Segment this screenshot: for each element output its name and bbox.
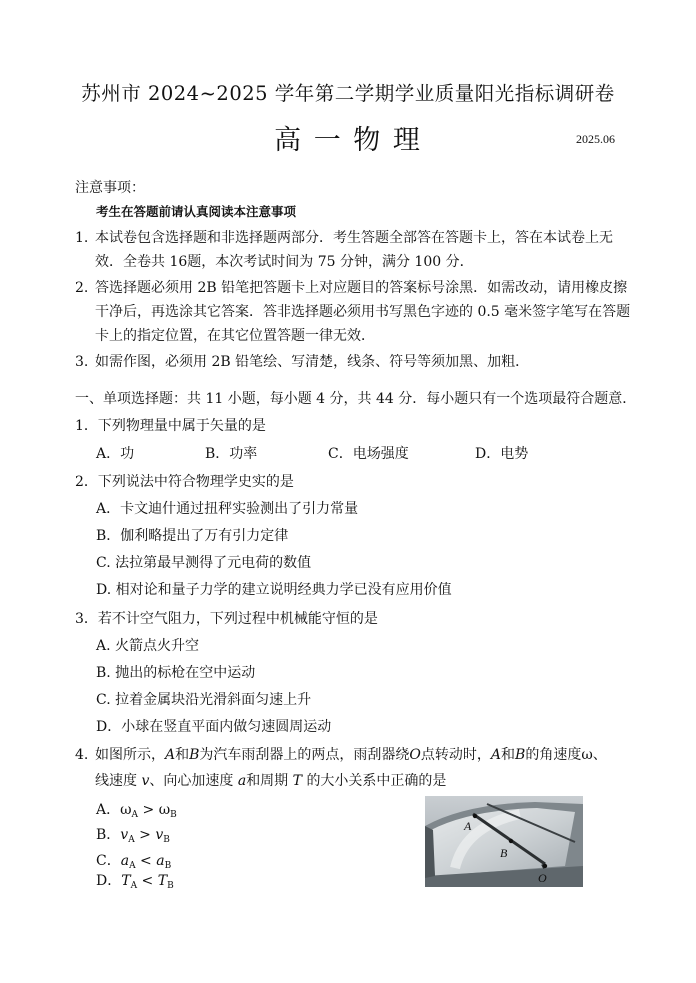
section-heading: 一、单项选择题：共 11 小题，每小题 4 分，共 44 分．每小题只有一个选项最符合题意． (75, 391, 637, 407)
q4-text: 点转动时， (420, 747, 491, 763)
notice-item-line: 效．全卷共 16题，本次考试时间为 75 分钟，满分 100 分． (95, 254, 474, 270)
q3-option-d: D．小球在竖直平面内做匀速圆周运动 (96, 719, 332, 735)
q4-text: 和 (501, 747, 516, 763)
subject-title: 高 一 物 理 (274, 125, 422, 156)
exam-date: 2025.06 (576, 132, 615, 146)
q4-text: 的大小关系中正确的是 (306, 773, 447, 789)
notice-item-line: 如需作图，必须用 2B 铅笔绘、写清楚，线条、符号等须加黑、加粗． (95, 354, 530, 370)
q4-var-t: T (292, 773, 302, 789)
q4-text: 的角速度ω、 (525, 747, 607, 763)
q4-var-acc: a (237, 773, 247, 789)
q2-option-a: A．卡文迪什通过扭秤实验测出了引力常量 (96, 501, 359, 517)
q4-var-a: A (490, 747, 502, 763)
q3-option-b: B. 抛出的标枪在空中运动 (96, 665, 256, 681)
exam-title: 苏州市 2024~2025 学年第二学期学业质量阳光指标调研卷 (81, 82, 615, 105)
q3-option-a: A. 火箭点火升空 (96, 638, 200, 654)
label-a: A (464, 819, 472, 833)
q4-option-d: D．$T_A < T_B$ (96, 873, 174, 891)
notice-item-line: 卡上的指定位置，在其它位置答题一律无效． (95, 328, 375, 344)
q4-var-a: A (165, 747, 176, 763)
point-b-marker (509, 839, 513, 843)
q4-option-b: B．$v_A > v_B$ (96, 827, 170, 845)
q2-option-d: D. 相对论和量子力学的建立说明经典力学已没有应用价值 (96, 582, 452, 598)
notice-item-num: 2. (75, 280, 89, 296)
q4-var-b: B (189, 747, 200, 763)
q4-text: 、向心加速度 (149, 773, 234, 789)
q4-var-v: v (141, 773, 150, 789)
notice-item-line: 答选择题必须用 2B 铅笔把答题卡上对应题目的答案标号涂黑．如需改动，请用橡皮擦 (95, 280, 628, 296)
q4-option-a: A．$\omega_A > \omega_B$ (96, 802, 177, 820)
notice-item-line: 本试卷包含选择题和非选择题两部分．考生答题全部答在答题卡上，答在本试卷上无 (95, 230, 613, 246)
notice-heading: 注意事项： (75, 180, 145, 196)
q1-option-c: C．电场强度 (328, 446, 409, 462)
q3-option-c: C. 拉着金属块沿光滑斜面匀速上升 (96, 692, 312, 708)
label-b: B (500, 846, 508, 860)
q4-var-o: O (409, 747, 421, 763)
label-o: O (538, 871, 547, 885)
question-2-stem: 2．下列说法中符合物理学史实的是 (75, 474, 294, 490)
notice-item-num: 1. (75, 230, 89, 246)
q4-var-b: B (515, 747, 526, 763)
q4-text: 为汽车雨刮器上的两点，雨刮器绕 (199, 747, 410, 763)
question-1-stem: 1．下列物理量中属于矢量的是 (75, 418, 266, 434)
question-4-num: 4. (75, 747, 89, 763)
notice-subheading: 考生在答题前请认真阅读本注意事项 (96, 204, 297, 219)
wiper-figure (425, 796, 583, 887)
notice-item-num: 3. (75, 354, 89, 370)
q4-text: 线速度 (95, 773, 137, 789)
q4-option-c: C．$a_A < a_B$ (96, 853, 172, 871)
question-4-stem-line2 (95, 771, 446, 791)
question-4-stem-line1 (95, 745, 607, 765)
q4-text: 和 (175, 747, 190, 763)
q2-option-c: C. 法拉第最早测得了元电荷的数值 (96, 555, 312, 571)
q2-option-b: B．伽利略提出了万有引力定律 (96, 528, 289, 544)
question-3-stem: 3．若不计空气阻力，下列过程中机械能守恒的是 (75, 611, 378, 627)
wiper-photo (425, 796, 583, 887)
q1-option-a: A．功 (96, 446, 135, 462)
q1-option-b: B．功率 (205, 446, 258, 462)
point-o-marker (543, 864, 547, 868)
notice-item-line: 干净后，再选涂其它答案．答非选择题必须用书写黑色字迹的 0.5 毫米签字笔写在答题 (95, 304, 631, 320)
point-a-marker (473, 814, 477, 818)
q4-text: 和周期 (246, 773, 289, 789)
q1-option-d: D．电势 (475, 446, 529, 462)
q4-text: 如图所示， (95, 747, 165, 763)
